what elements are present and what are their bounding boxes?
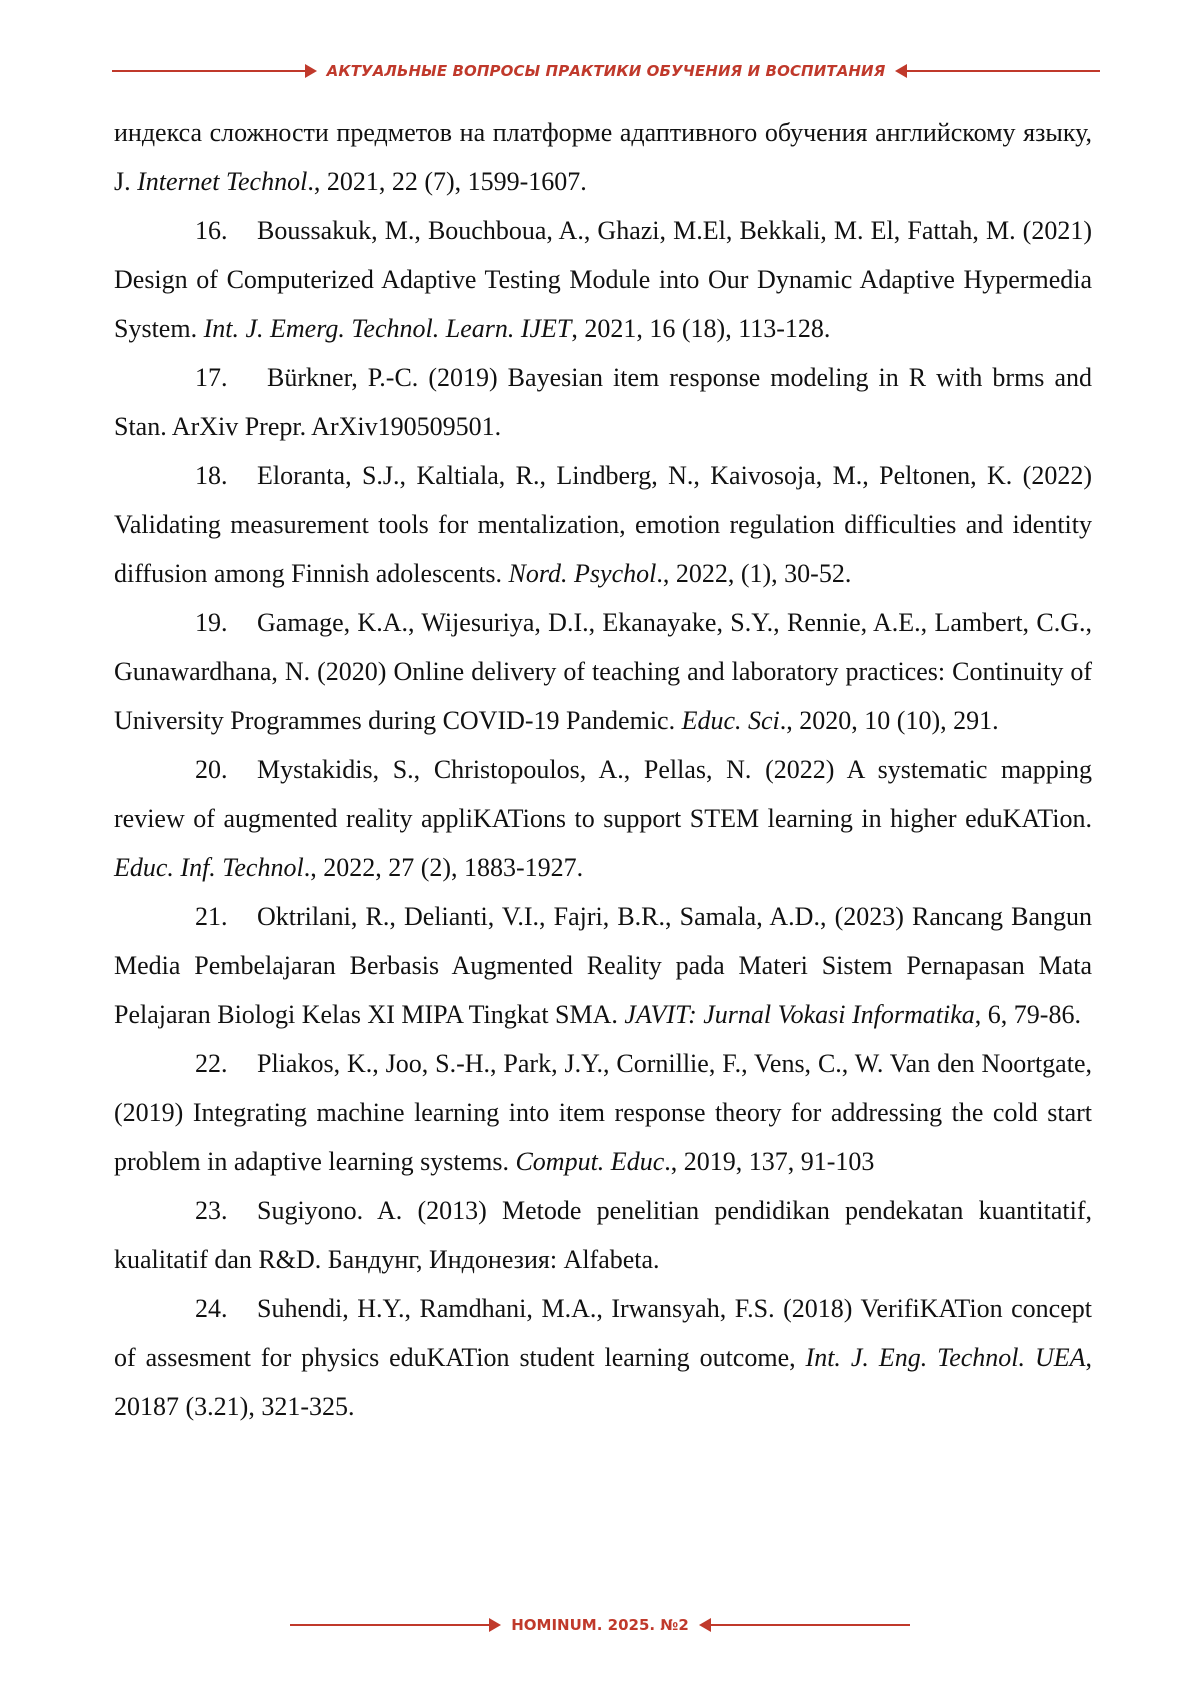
reference-journal: Educ. Inf. Technol <box>114 853 304 882</box>
reference-journal: Int. J. Emerg. Technol. Learn. IJET <box>203 314 572 343</box>
continued-reference-text: индекса сложности предметов на платформе адаптивного обучения английскому языку, J. <box>114 118 1092 196</box>
reference-item <box>114 206 1092 353</box>
reference-tail: ., 2019, 137, 91-103 <box>664 1147 875 1176</box>
reference-tail: ., 2022, (1), 30-52. <box>656 559 852 588</box>
reference-list <box>114 206 1092 1431</box>
reference-text: Pliakos, K., Joo, S.-H., Park, J.Y., Cornillie, F., Vens, C., W. Van den Noortgate, (2019) Integrating machine learning into item response theory for addressing the cold start problem in adaptive learning systems. <box>114 1049 1092 1176</box>
references-body <box>114 108 1092 1431</box>
reference-item <box>114 598 1092 745</box>
reference-number: 16. <box>195 216 228 245</box>
reference-item <box>114 892 1092 1039</box>
reference-journal: Nord. Psychol <box>508 559 657 588</box>
continued-reference <box>114 108 1092 206</box>
reference-journal: Comput. Educ <box>515 1147 665 1176</box>
reference-item <box>114 745 1092 892</box>
reference-number: 17. <box>195 363 228 392</box>
reference-text: Boussakuk, M., Bouchboua, A., Ghazi, M.El, Bekkali, M. El, Fattah, M. (2021) Design of Computerized Adaptive Testing Module into Our Dynamic Adaptive Hypermedia System. <box>114 216 1092 343</box>
header-title: АКТУАЛЬНЫЕ ВОПРОСЫ ПРАКТИКИ ОБУЧЕНИЯ И ВОСПИТАНИЯ <box>326 62 886 80</box>
continued-reference-tail: ., 2021, 22 (7), 1599-1607. <box>307 167 587 196</box>
reference-number: 18. <box>195 461 228 490</box>
header-left-arrow-rule <box>112 70 315 72</box>
reference-number: 20. <box>195 755 228 784</box>
reference-item <box>114 1284 1092 1431</box>
reference-tail: ., 2020, 10 (10), 291. <box>779 706 999 735</box>
reference-journal: JAVIT: Jurnal Vokasi Informatika <box>624 1000 975 1029</box>
reference-item <box>114 353 1092 451</box>
reference-tail: ., 2022, 27 (2), 1883-1927. <box>303 853 584 882</box>
reference-tail: , 6, 79-86. <box>974 1000 1081 1029</box>
reference-tail: , 20187 (3.21), 321-325. <box>114 1343 1092 1421</box>
reference-number: 22. <box>195 1049 228 1078</box>
header-right-arrow-rule <box>897 70 1100 72</box>
reference-journal: Educ. Sci <box>681 706 780 735</box>
footer-left-arrow-rule <box>290 1624 499 1626</box>
footer-issue: HOMINUM. 2025. №2 <box>511 1616 689 1634</box>
reference-tail: , 2021, 16 (18), 113-128. <box>571 314 831 343</box>
reference-text: Suhendi, H.Y., Ramdhani, M.A., Irwansyah, F.S. (2018) VerifiKATion concept of assesment for physics eduKATion student learning outcome, <box>114 1294 1092 1372</box>
reference-text: Oktrilani, R., Delianti, V.I., Fajri, B.R., Samala, A.D., (2023) Rancang Bangun Media Pembelajaran Berbasis Augmented Reality pada Materi Sistem Pernapasan Mata Pelajaran Biologi Kelas XI MIPA Tingkat SMA. <box>114 902 1092 1029</box>
continued-reference-journal: Internet Technol <box>137 167 308 196</box>
reference-number: 23. <box>195 1196 228 1225</box>
footer-right-arrow-rule <box>701 1624 910 1626</box>
reference-text: Eloranta, S.J., Kaltiala, R., Lindberg, N., Kaivosoja, M., Peltonen, K. (2022) Validating measurement tools for mentalization, emotion regulation difficulties and identity diffusion among Finnish adolescents. <box>114 461 1092 588</box>
reference-text: Sugiyono. A. (2013) Metode penelitian pendidikan pendekatan kuantitatif, kualitatif dan R&D. Бандунг, Индонезия: Alfabeta. <box>114 1196 1092 1274</box>
reference-item <box>114 1039 1092 1186</box>
running-header <box>112 56 1100 86</box>
reference-number: 21. <box>195 902 228 931</box>
reference-journal: Int. J. Eng. Technol. UEA <box>805 1343 1086 1372</box>
reference-number: 19. <box>195 608 228 637</box>
reference-number: 24. <box>195 1294 228 1323</box>
reference-text: Mystakidis, S., Christopoulos, A., Pellas, N. (2022) A systematic mapping review of augmented reality appliKATions to support STEM learning in higher eduKATion. <box>114 755 1092 833</box>
reference-item <box>114 1186 1092 1284</box>
running-footer <box>290 1610 910 1640</box>
reference-item <box>114 451 1092 598</box>
reference-text: Gamage, K.A., Wijesuriya, D.I., Ekanayake, S.Y., Rennie, A.E., Lambert, C.G., Gunawardhana, N. (2020) Online delivery of teaching and laboratory practices: Continuity of University Programmes during COVID-19 Pandemic. <box>114 608 1092 735</box>
reference-text: Bürkner, P.-C. (2019) Bayesian item response modeling in R with brms and Stan. ArXiv Prepr. ArXiv190509501. <box>114 363 1092 441</box>
